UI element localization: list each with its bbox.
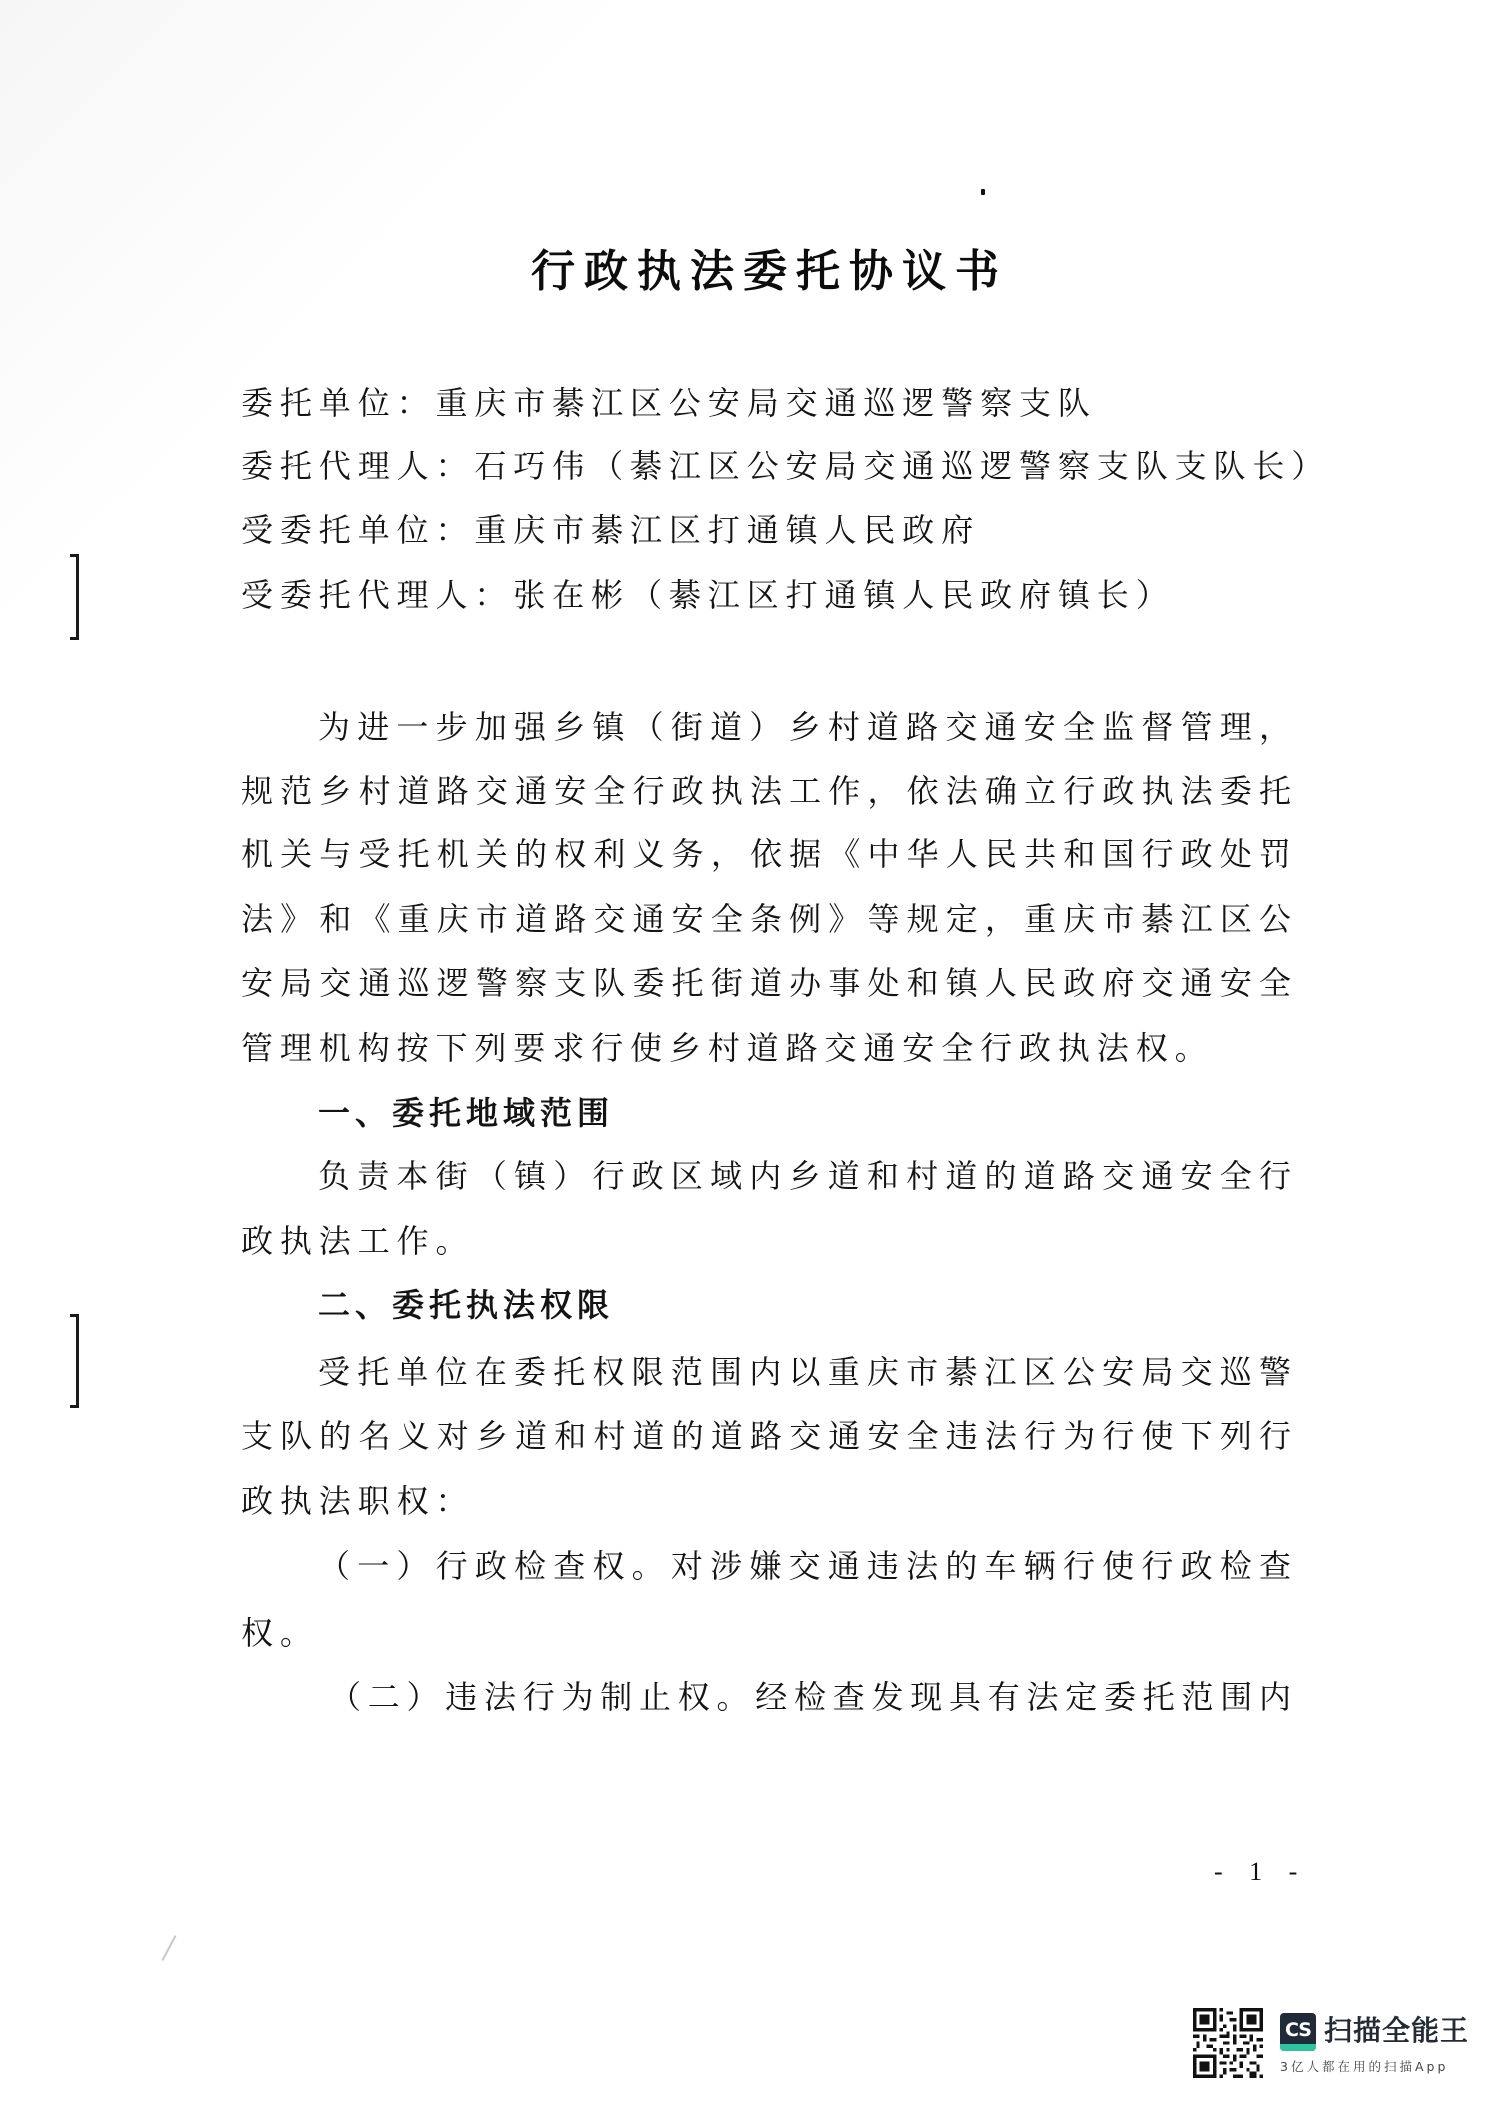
binding-mark-top [70, 554, 79, 640]
camscanner-logo-icon [1280, 2013, 1316, 2051]
section-heading: 一、委托地域范围 [318, 1094, 615, 1132]
document-title: 行政执法委托协议书 [531, 246, 1008, 297]
party-entrusting-agent: 委托代理人：石巧伟（綦江区公安局交通巡逻警察支队支队长） [241, 447, 1331, 485]
section-heading: 二、委托执法权限 [318, 1286, 615, 1324]
list-item-line: （二）违法行为制止权。经检查发现具有法定委托范围内 [329, 1678, 1291, 1716]
preamble-line: 安局交通巡逻警察支队委托街道办事处和镇人民政府交通安全 [241, 964, 1291, 1002]
section-line: 负责本街（镇）行政区域内乡道和村道的道路交通安全行 [318, 1157, 1291, 1195]
preamble-line: 为进一步加强乡镇（街道）乡村道路交通安全监督管理， [318, 708, 1291, 746]
scan-scratch [162, 1935, 177, 1961]
page-number: - 1 - [1214, 1857, 1308, 1886]
list-item-line: 权。 [241, 1614, 319, 1652]
section-line: 政执法工作。 [241, 1222, 475, 1260]
section-line: 受托单位在委托权限范围内以重庆市綦江区公安局交巡警 [318, 1353, 1291, 1391]
logo-accent-strip [1280, 2044, 1316, 2051]
party-entrusted-agent: 受委托代理人：张在彬（綦江区打通镇人民政府镇长） [241, 576, 1175, 614]
qr-code-icon [1193, 2008, 1263, 2078]
brand-tagline: 3亿人都在用的扫描App [1280, 2059, 1449, 2074]
logo-text: CS [1285, 2019, 1311, 2041]
party-entrusted-unit: 受委托单位：重庆市綦江区打通镇人民政府 [241, 511, 981, 549]
preamble-line: 法》和《重庆市道路交通安全条例》等规定，重庆市綦江区公 [241, 900, 1291, 938]
preamble-line: 管理机构按下列要求行使乡村道路交通安全行政执法权。 [241, 1029, 1214, 1067]
preamble-line: 机关与受托机关的权利义务，依据《中华人民共和国行政处罚 [241, 835, 1291, 873]
party-entrusting-unit: 委托单位：重庆市綦江区公安局交通巡逻警察支队 [241, 384, 1097, 422]
scanner-watermark [1193, 2006, 1483, 2081]
section-line: 支队的名义对乡道和村道的道路交通安全违法行为行使下列行 [241, 1417, 1291, 1455]
scan-speck [981, 189, 985, 195]
binding-mark-bottom [70, 1314, 79, 1408]
section-line: 政执法职权： [241, 1482, 475, 1520]
preamble-line: 规范乡村道路交通安全行政执法工作，依法确立行政执法委托 [241, 772, 1291, 810]
list-item-line: （一）行政检查权。对涉嫌交通违法的车辆行使行政检查 [318, 1547, 1291, 1585]
brand-name: 扫描全能王 [1324, 2014, 1470, 2047]
